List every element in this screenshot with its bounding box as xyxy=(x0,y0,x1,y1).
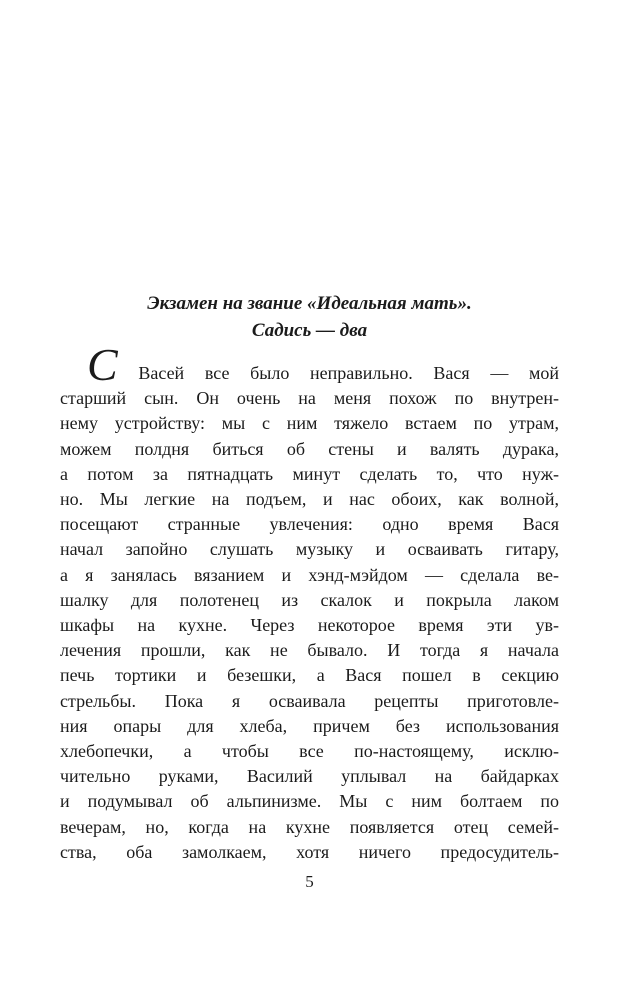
text-line: но. Мы легкие на подъем, и нас обоих, как волной, xyxy=(60,489,559,510)
text-line: а я занялась вязанием и хэнд-мэйдом — сделала ве- xyxy=(60,564,559,585)
text-line: и подумывал об альпинизме. Мы с ним болтаем по xyxy=(60,791,559,812)
chapter-title-line-2: Садись — два xyxy=(251,320,368,341)
text-line: печь тортики и безешки, а Вася пошел в секцию xyxy=(60,665,559,686)
text-line: нему устройству: мы с ним тяжело встаем по утрам, xyxy=(60,413,559,434)
text-line: стрельбы. Пока я осваивала рецепты приготовле- xyxy=(60,690,559,711)
page-number: 5 xyxy=(305,872,314,891)
text-line: ства, оба замолкаем, хотя ничего предосудитель- xyxy=(60,841,559,862)
text-line: чительно руками, Василий уплывал на байдарках xyxy=(60,766,559,787)
text-line: лечения прошли, как не бывало. И тогда я начала xyxy=(60,640,559,661)
drop-cap: С xyxy=(87,339,118,390)
text-line-content: Васей все было неправильно. Вася — мой xyxy=(138,363,560,383)
text-line: посещают странные увлечения: одно время Вася xyxy=(60,514,559,535)
chapter-title-line-1: Экзамен на звание «Идеальная мать». xyxy=(147,293,472,314)
text-line: ния опары для хлеба, причем без использования xyxy=(60,715,559,736)
paragraph xyxy=(60,339,560,865)
text-line: хлебопечки, а чтобы все по-настоящему, исклю- xyxy=(60,741,559,762)
text-line xyxy=(60,339,560,390)
text-line: можем полдня биться об стены и валять дурака, xyxy=(60,438,559,459)
text-line: начал запойно слушать музыку и осваивать гитару, xyxy=(60,539,559,560)
text-line: а потом за пятнадцать минут сделать то, что нуж- xyxy=(60,463,559,484)
chapter-title xyxy=(60,290,559,344)
text-line: шкафы на кухне. Через некоторое время эти ув- xyxy=(60,615,559,636)
text-line: вечерам, но, когда на кухне появляется отец семей- xyxy=(60,816,559,837)
page-content xyxy=(60,290,559,865)
text-line: старший сын. Он очень на меня похож по внутрен- xyxy=(60,388,559,409)
text-line: шалку для полотенец из скалок и покрыла лаком xyxy=(60,589,559,610)
